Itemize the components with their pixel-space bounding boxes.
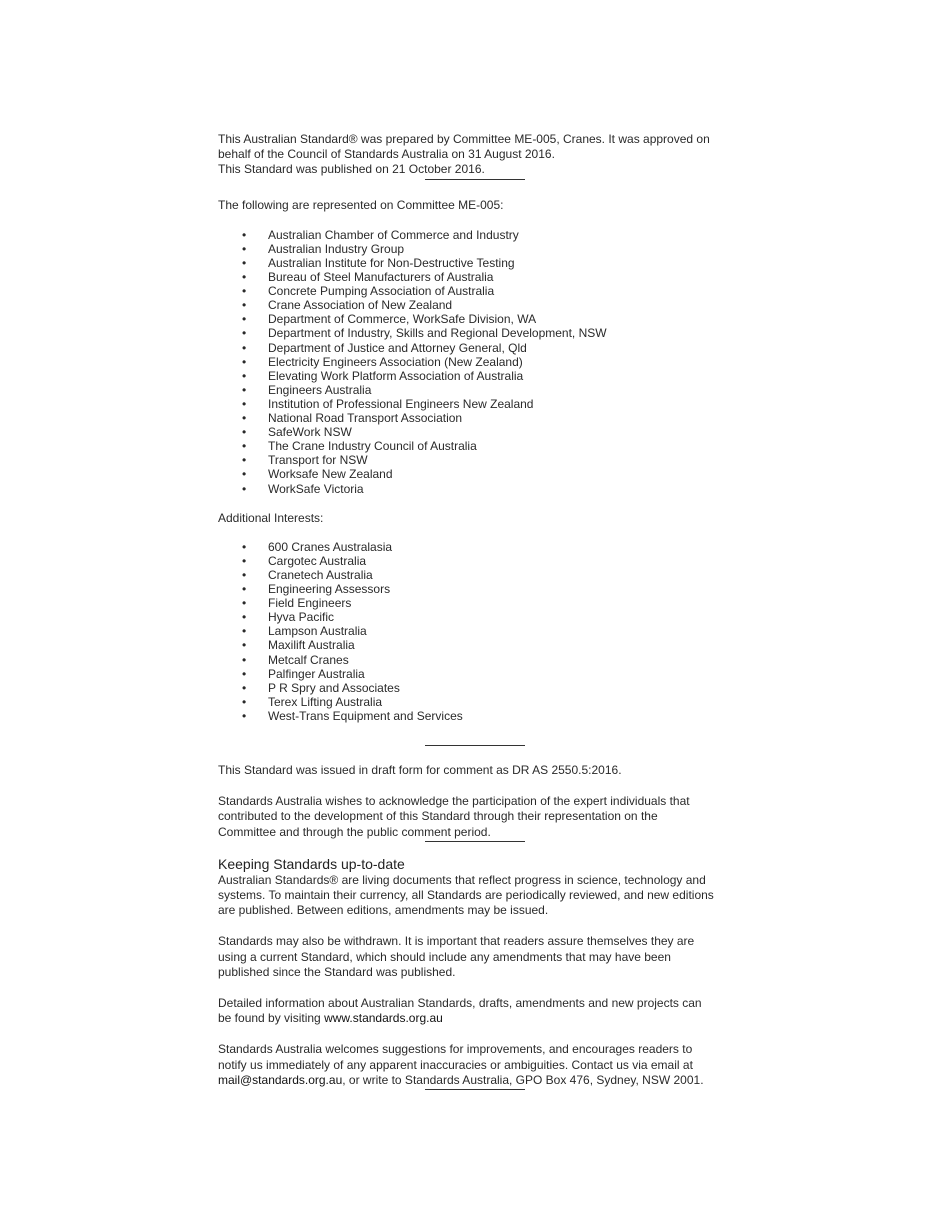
committee-member: • Crane Association of New Zealand: [218, 298, 738, 312]
paragraph-line: are published. Between editions, amendments may be issued.: [218, 903, 549, 918]
additional-interest: • Engineering Assessors: [218, 582, 738, 596]
uptodate-paragraph-1: [218, 873, 738, 919]
additional-interest: • Metcalf Cranes: [218, 653, 738, 667]
paragraph-text: , or write to Standards Australia, GPO Box 476, Sydney, NSW 2001.: [342, 1072, 704, 1087]
approval-line: behalf of the Council of Standards Australia on 31 August 2016.: [218, 147, 555, 162]
committee-member: • Department of Industry, Skills and Regional Development, NSW: [218, 326, 738, 340]
additional-interest: • 600 Cranes Australasia: [218, 540, 738, 554]
committee-member: • Department of Commerce, WorkSafe Division, WA: [218, 312, 738, 326]
paragraph-line: Detailed information about Australian Standards, drafts, amendments and new projects can: [218, 996, 702, 1011]
committee-member: • WorkSafe Victoria: [218, 482, 738, 496]
committee-member: • Department of Justice and Attorney General, Qld: [218, 341, 738, 355]
additional-interest: • West-Trans Equipment and Services: [218, 709, 738, 723]
acknowledgement: [218, 794, 738, 840]
committee-member: • Institution of Professional Engineers New Zealand: [218, 397, 738, 411]
committee-member: • Engineers Australia: [218, 383, 738, 397]
additional-interest: • Cranetech Australia: [218, 568, 738, 582]
approval-line: This Australian Standard® was prepared by Committee ME-005, Cranes. It was approved on: [218, 132, 710, 146]
committee-member: • The Crane Industry Council of Australia: [218, 439, 738, 453]
committee-member: • Australian Institute for Non-Destructive Testing: [218, 256, 738, 270]
additional-interest: • Cargotec Australia: [218, 554, 738, 568]
committee-member: • National Road Transport Association: [218, 411, 738, 425]
paragraph-line: systems. To maintain their currency, all Standards are periodically reviewed, and new editions: [218, 888, 714, 903]
committee-member: • Bureau of Steel Manufacturers of Australia: [218, 270, 738, 284]
paragraph-line: Standards may also be withdrawn. It is important that readers assure themselves they are: [218, 934, 695, 949]
additional-interest: • Lampson Australia: [218, 624, 738, 638]
committee-member: • Transport for NSW: [218, 453, 738, 467]
additional-interest: • Palfinger Australia: [218, 667, 738, 681]
acknowledgement-line: Committee and through the public comment period.: [218, 824, 491, 839]
divider: [425, 1089, 525, 1090]
paragraph-line: notify us immediately of any apparent inaccuracies or ambiguities. Contact us via email at: [218, 1057, 693, 1072]
paragraph-line: published since the Standard was published.: [218, 964, 456, 979]
section-heading: Keeping Standards up-to-date: [218, 855, 405, 872]
additional-interest: • Terex Lifting Australia: [218, 695, 738, 709]
acknowledgement-line: Standards Australia wishes to acknowledge the participation of the expert individuals that: [218, 794, 690, 809]
paragraph-text: be found by visiting: [218, 1011, 325, 1026]
paragraph-line: Standards Australia welcomes suggestions for improvements, and encourages readers to: [218, 1042, 693, 1057]
additional-interest: • P R Spry and Associates: [218, 681, 738, 695]
committee-member: • Electricity Engineers Association (New Zealand): [218, 355, 738, 369]
acknowledgement-line: contributed to the development of this Standard through their representation on the: [218, 809, 658, 824]
divider: [425, 745, 525, 746]
paragraph-line: using a current Standard, which should include any amendments that may have been: [218, 949, 671, 964]
approval-statement: [218, 132, 738, 178]
publication-line: This Standard was published on 21 October 2016.: [218, 162, 485, 177]
committee-member-list: [218, 228, 738, 496]
paragraph-line: [218, 1073, 738, 1088]
email-link[interactable]: mail@standards.org.au: [218, 1072, 343, 1087]
uptodate-paragraph-3: [218, 996, 738, 1026]
document-page: [218, 132, 738, 1090]
additional-interests-heading: Additional Interests:: [218, 510, 324, 525]
committee-intro: The following are represented on Committee ME-005:: [218, 197, 504, 212]
uptodate-paragraph-4: [218, 1042, 738, 1088]
paragraph-line: Australian Standards® are living documents that reflect progress in science, technology and: [218, 872, 706, 887]
committee-member: • SafeWork NSW: [218, 425, 738, 439]
committee-member: • Worksafe New Zealand: [218, 467, 738, 481]
divider: [425, 841, 525, 842]
additional-interest: • Field Engineers: [218, 596, 738, 610]
committee-member: • Concrete Pumping Association of Australia: [218, 284, 738, 298]
uptodate-paragraph-2: [218, 934, 738, 980]
additional-interests-list: [218, 540, 738, 723]
committee-member: • Elevating Work Platform Association of Australia: [218, 369, 738, 383]
website-link[interactable]: www.standards.org.au: [324, 1011, 443, 1026]
draft-statement: This Standard was issued in draft form for comment as DR AS 2550.5:2016.: [218, 763, 622, 778]
divider: [425, 179, 525, 180]
committee-member: • Australian Industry Group: [218, 242, 738, 256]
committee-member: • Australian Chamber of Commerce and Industry: [218, 228, 738, 242]
additional-interest: • Maxilift Australia: [218, 638, 738, 652]
additional-interest: • Hyva Pacific: [218, 610, 738, 624]
paragraph-line: [218, 1011, 738, 1026]
